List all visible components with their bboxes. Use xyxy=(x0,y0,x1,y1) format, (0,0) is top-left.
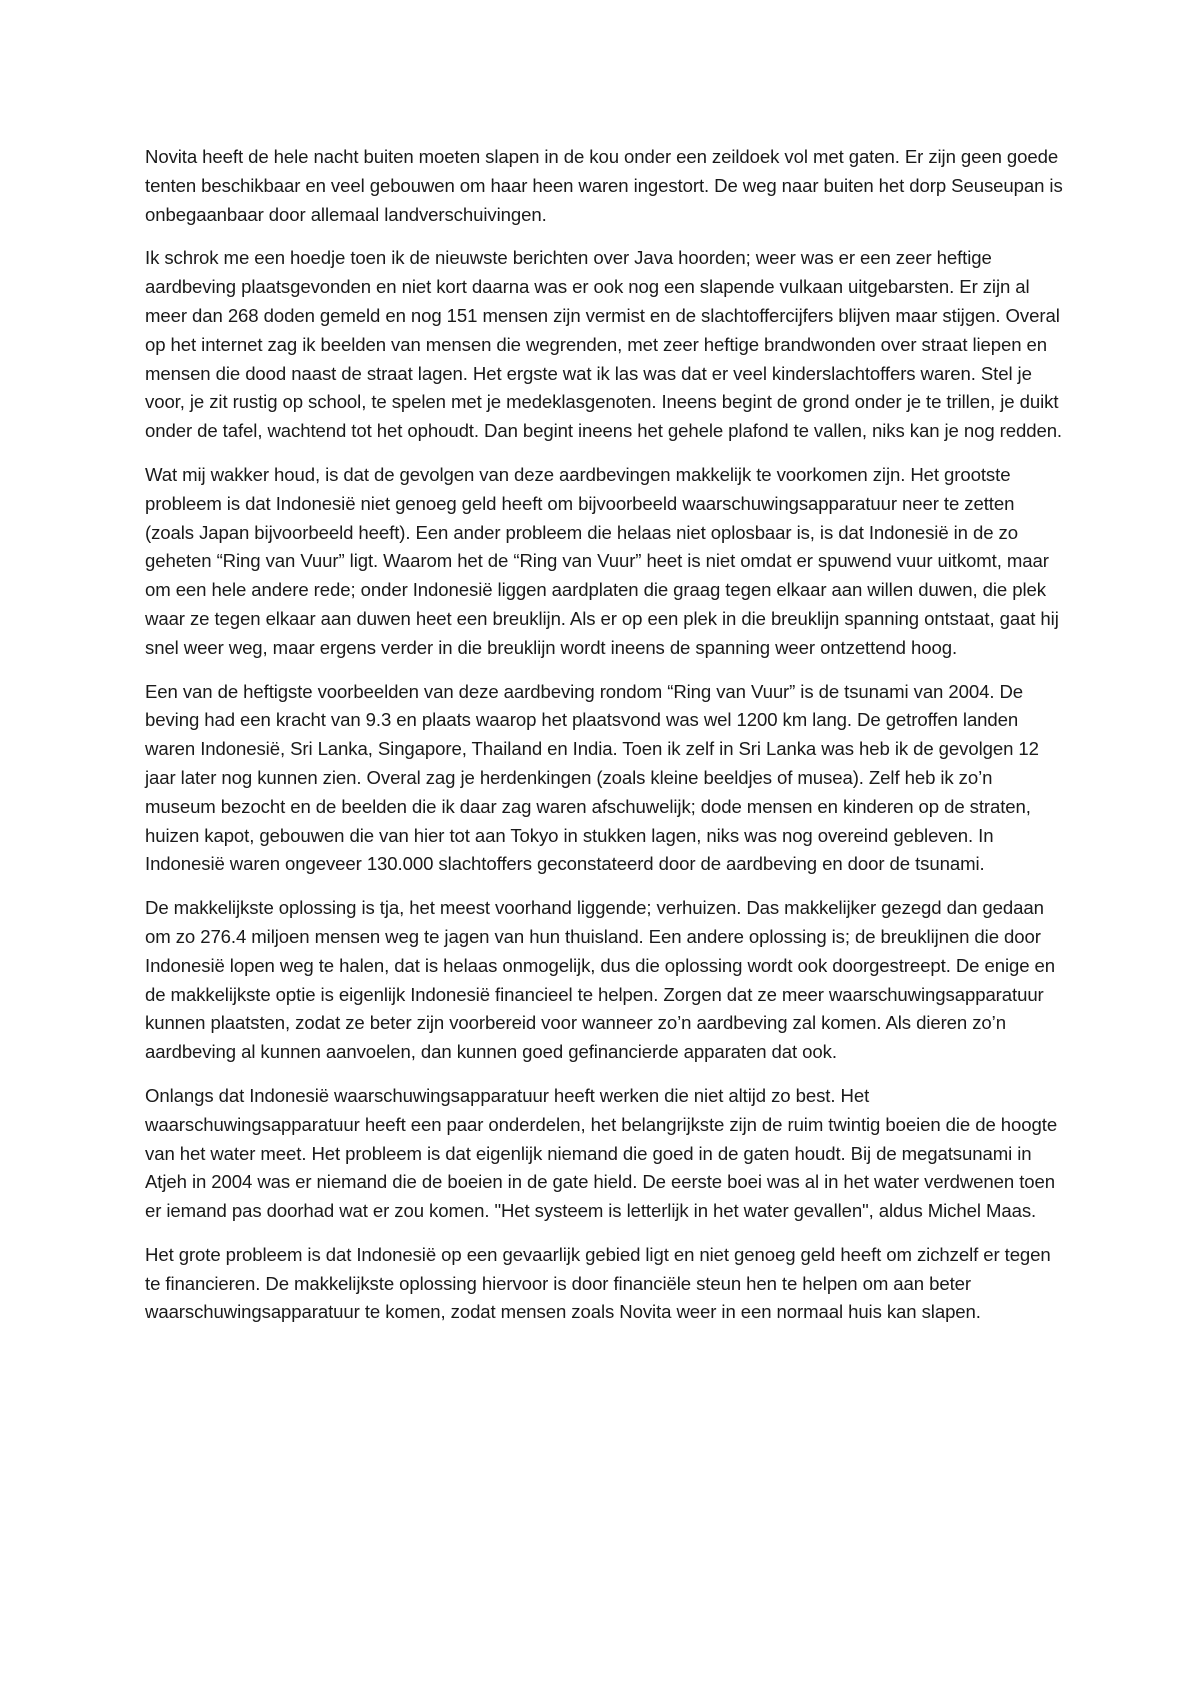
document-body xyxy=(145,143,1065,1342)
paragraph-4: Een van de heftigste voorbeelden van deze aardbeving rondom “Ring van Vuur” is de tsunami van 2004. De beving had een kracht van 9.3 en plaats waarop het plaatsvond was wel 1200 km lang. De getroffen landen waren Indonesië, Sri Lanka, Singapore, Thailand en India. Toen ik zelf in Sri Lanka was heb ik de gevolgen 12 jaar later nog kunnen zien. Overal zag je herdenkingen (zoals kleine beeldjes of musea). Zelf heb ik zo’n museum bezocht en de beelden die ik daar zag waren afschuwelijk; dode mensen en kinderen op de straten, huizen kapot, gebouwen die van hier tot aan Tokyo in stukken lagen, niks was nog overeind gebleven. In Indonesië waren ongeveer 130.000 slachtoffers geconstateerd door de aardbeving en door de tsunami. xyxy=(145,680,1039,875)
paragraph-6: Onlangs dat Indonesië waarschuwingsapparatuur heeft werken die niet altijd zo best. Het waarschuwingsapparatuur heeft een paar onderdelen, het belangrijkste zijn de ruim twintig boeien die de hoogte van het water meet. Het probleem is dat eigenlijk niemand die goed in de gaten houdt. Bij de megatsunami in Atjeh in 2004 was er niemand die de boeien in de gate hield. De eerste boei was al in het water verdwenen toen er iemand pas doorhad wat er zou komen. "Het systeem is letterlijk in het water gevallen", aldus Michel Maas. xyxy=(145,1084,1058,1222)
paragraph-5: De makkelijkste oplossing is tja, het meest voorhand liggende; verhuizen. Das makkelijker gezegd dan gedaan om zo 276.4 miljoen mensen weg te jagen van hun thuisland. Een andere oplossing is; de breuklijnen die door Indonesië lopen weg te halen, dat is helaas onmogelijk, dus die oplossing wordt ook doorgestreept. De enige en de makkelijkste optie is eigenlijk Indonesië financieel te helpen. Zorgen dat ze meer waarschuwingsapparatuur kunnen plaatsten, zodat ze beter zijn voorbereid voor wanneer zo’n aardbeving zal komen. Als dieren zo’n aardbeving al kunnen aanvoelen, dan kunnen goed gefinancierde apparaten dat ook. xyxy=(145,897,1055,1063)
paragraph-2: Ik schrok me een hoedje toen ik de nieuwste berichten over Java hoorden; weer was er een zeer heftige aardbeving plaatsgevonden en niet kort daarna was er ook nog een slapende vulkaan uitgebarsten. Er zijn al meer dan 268 doden gemeld en nog 151 mensen zijn vermist en de slachtoffercijfers blijven maar stijgen. Overal op het internet zag ik beelden van mensen die wegrenden, met zeer heftige brandwonden over straat liepen en mensen die dood naast de straat lagen. Het ergste wat ik las was dat er veel kinderslachtoffers waren. Stel je voor, je zit rustig op school, te spelen met je medeklasgenoten. Ineens begint de grond onder je te trillen, je duikt onder de tafel, wachtend tot het ophoudt. Dan begint ineens het gehele plafond te vallen, niks kan je nog redden. xyxy=(145,247,1062,442)
paragraph-3: Wat mij wakker houd, is dat de gevolgen van deze aardbevingen makkelijk te voorkomen zijn. Het grootste probleem is dat Indonesië niet genoeg geld heeft om bijvoorbeeld waarschuwingsapparatuur neer te zetten (zoals Japan bijvoorbeeld heeft). Een ander probleem die helaas niet oplosbaar is, is dat Indonesië in de zo geheten “Ring van Vuur” ligt. Waarom het de “Ring van Vuur” heet is niet omdat er spuwend vuur uitkomt, maar om een hele andere rede; onder Indonesië liggen aardplaten die graag tegen elkaar aan willen duwen, die plek waar ze tegen elkaar aan duwen heet een breuklijn. Als er op een plek in die breuklijn spanning ontstaat, gaat hij snel weer weg, maar ergens verder in die breuklijn wordt ineens de spanning weer ontzettend hoog. xyxy=(145,463,1059,658)
paragraph-1: Novita heeft de hele nacht buiten moeten slapen in de kou onder een zeildoek vol met gaten. Er zijn geen goede tenten beschikbaar en veel gebouwen om haar heen waren ingestort. De weg naar buiten het dorp Seuseupan is onbegaanbaar door allemaal landverschuivingen. xyxy=(145,146,1063,225)
paragraph-7: Het grote probleem is dat Indonesië op een gevaarlijk gebied ligt en niet genoeg geld heeft om zichzelf er tegen te financieren. De makkelijkste oplossing hiervoor is door financiële steun hen te helpen om aan beter waarschuwingsapparatuur te komen, zodat mensen zoals Novita weer in een normaal huis kan slapen. xyxy=(145,1243,1051,1323)
